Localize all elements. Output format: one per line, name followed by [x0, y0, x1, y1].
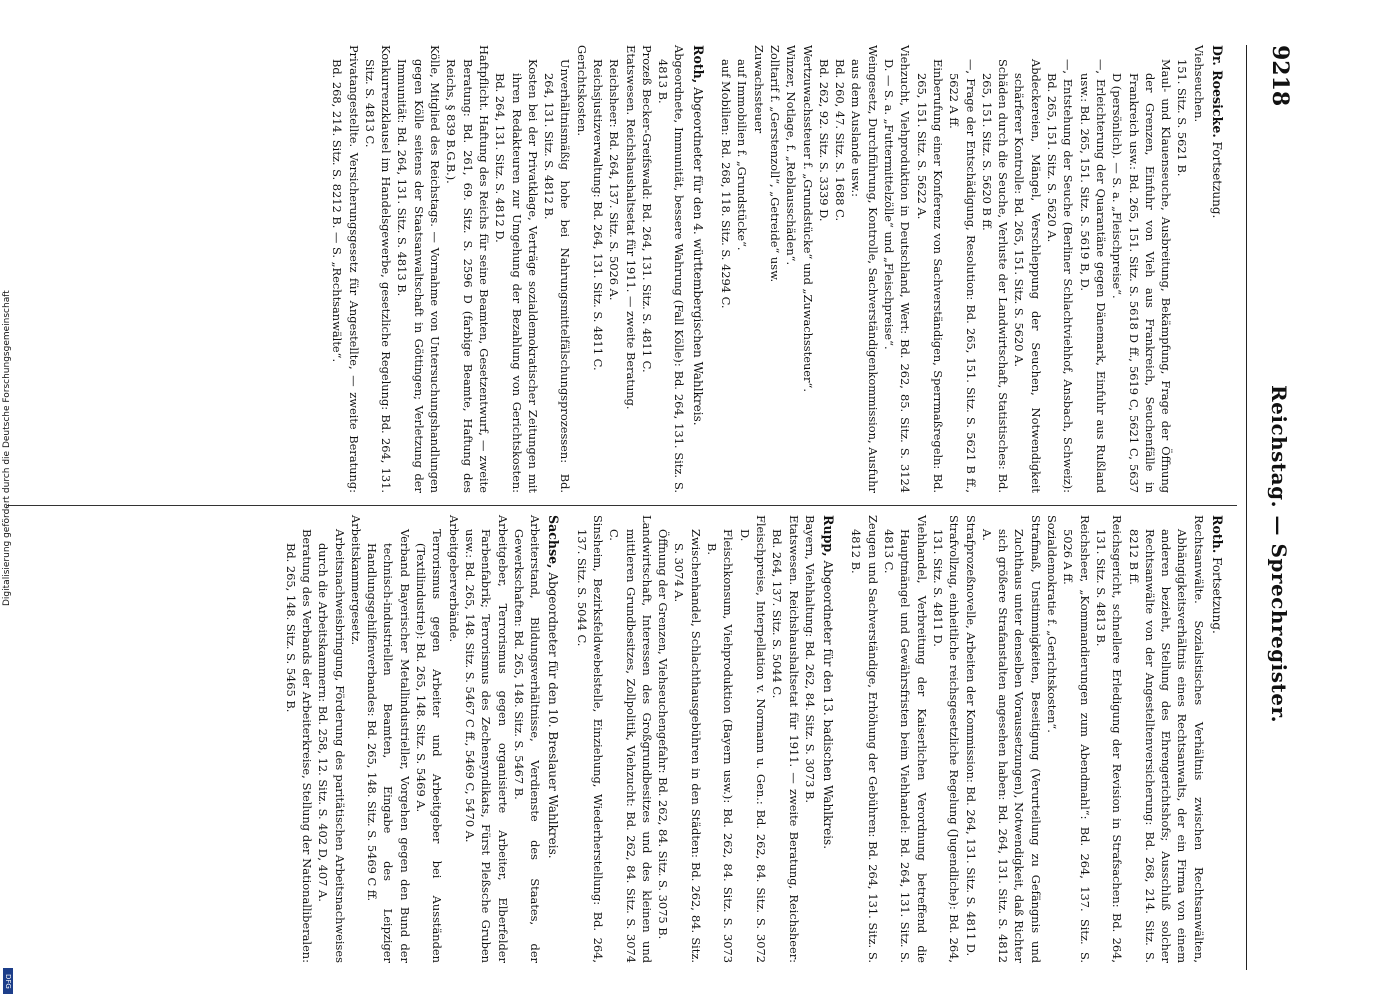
index-entry: Strafprozeßnovelle, Arbeiten der Kommission: Bd. 264, 131. Sitz. S. 4811 D. [963, 515, 978, 957]
index-entry: Arbeiterstand, Bildungsverhältnisse, Verdienste des Staates, der Gewerkschaften: Bd. 265, 148. Sitz. S. 5467 B. [511, 515, 543, 963]
index-entry: Haftpflicht. Haftung des Reichs für seine Beamten, Gesetzentwurf, — zweite Beratung: Bd. 261, 69. Sitz. S. 2596 D (farbige Beamte, Haftung des Reichs, § 839 B.G.B.). [444, 45, 491, 493]
index-subentry: Arbeitsnachweisbringung, Förderung des paritätischen Arbeitsnachweises durch die Arbeitskammern: Bd. 258, 12. Sitz. S. 402 D, 407 A. [316, 529, 347, 963]
index-entry: Arbeitgeberverbände. [446, 515, 461, 643]
index-entry: Sozialdemokratie f. „Gerichtskosten“. [1045, 515, 1060, 733]
speaker-intro: Abgeordneter für den 13. badischen Wahlkreis. [821, 560, 836, 850]
speaker-heading [1209, 515, 1225, 963]
speaker-name: Roth, [690, 45, 706, 84]
index-entry: Etatswesen. Reichshaushaltsetat für 1911. — zweite Beratung. [623, 45, 638, 410]
speaker-heading [820, 515, 836, 963]
index-entry: Konkurrenzklausel im Handelsgewerbe, gesetzliche Regelung: Bd. 264, 131. Sitz. S. 4813 C. [362, 45, 394, 493]
speaker-intro: Abgeordneter für den 4. württembergischen Wahlkreis. [690, 87, 705, 426]
index-entry: Gerichtskosten. [574, 45, 589, 136]
index-subentry: Reichsheer: Bd. 264, 137. Sitz. S. 5026 A. [607, 59, 622, 301]
index-subentry: —, Entstehung der Seuche (Berliner Schlachtviehhof, Ansbach, Schweiz): Bd. 265, 151. Sitz. S. 5620 A. [1045, 59, 1076, 493]
page-number: 9218 [1267, 45, 1293, 107]
index-subentry: Reichsjustizverwaltung: Bd. 264, 131. Sitz. S. 4811 C. [591, 59, 606, 371]
index-entry: Arbeitgeber, Terrorismus gegen organisierte Arbeiter, Elberfelder Farbenfabrik; Terrorismus des Zechensyndikats, Fürst Pleßsche Gruben usw.: Bd. 265, 148. Sitz. S. 5467 C ff., 5469 C, 5470 A. [462, 515, 510, 963]
index-entry: Winzer, Notlage, f. „Reblausschäden“. [784, 45, 799, 266]
index-entry: Kölle, Mitglied des Reichstags. — Vornahme von Untersuchungshandlungen gegen Kölle seitens der Staatsanwaltschaft in Göttingen; Verletzung der Immunität: Bd. 264, 131. Sitz. S. 4813 B. [395, 45, 443, 493]
running-head: Reichstag. — Sprechregister. [1267, 385, 1291, 724]
index-subentry: Bd. 260, 47. Sitz. S. 1688 C. [833, 59, 848, 222]
speaker-name: Roth. [1210, 515, 1225, 554]
index-entry: Strafmaß, Unstimmigkeiten, Beseitigung (Verurteilung zu Gefängnis und Zuchthaus unter denselben Voraussetzungen), Notwendigkeit, daß Richter sich größere Strafanstalten angesehen haben: Bd. 264, 131. Sitz. S. 4812 A. [979, 515, 1043, 963]
index-entry: Zuwachssteuer [751, 45, 766, 134]
index-subentry: —, Frage der Entschädigung, Resolution: Bd. 265, 151. Sitz. S. 5621 B ff., 5622 A ff. [947, 59, 978, 493]
right-column [5, 515, 1237, 963]
index-entry: Sinsheim, Bezirksfeldwebelstelle, Einziehung, Wiederherstellung: Bd. 264, 137. Sitz. S. 5044 C. [574, 515, 606, 963]
index-entry: Weingesetz, Durchführung, Kontrolle, Sachverständigenkommission, Ausfuhr aus dem Auslande usw.: [849, 45, 880, 493]
speaker-heading [690, 45, 706, 493]
index-subentry: auf Immobilien f. „Grundstücke“. [735, 59, 750, 251]
index-subentry: Abdeckereien, Mängel, Verschleppung der Seuchen, Notwendigkeit schärferer Kontrolle: Bd. 265, 151. Sitz. S. 5620 A. [1012, 59, 1043, 493]
index-subentry: Öffnung der Grenzen, Viehseuchengefahr: Bd. 262, 84. Sitz. S. 3075 B. [656, 529, 671, 940]
index-subentry: Unverhältnismäßig hohe bei Nahrungsmittelfälschungsprozessen: Bd. 264, 131. Sitz. S. 4812 B. [542, 59, 573, 493]
index-subentry: Terrorismus gegen Arbeiter und Arbeitgeber bei Ausständen (Textilindustrie): Bd. 265, 148. Sitz. S. 5469 A. [414, 529, 445, 963]
speaker-heading [1209, 45, 1225, 493]
index-subentry: Maul- und Klauenseuche, Ausbreitung, Bekämpfung, Frage der Öffnung der Grenzen, Einfuhr von Vieh aus Frankreich, Seuchenfälle in Frankreich usw.: Bd. 265, 151. Sitz. S. 5618 D ff., 5619 C, 5621 C, 5637 D (persönlich). — S. a. „Fleischpreise“. [1110, 59, 1174, 493]
speaker-heading [545, 515, 561, 963]
page-header [1246, 45, 1295, 970]
index-subentry: Einberufung einer Konferenz von Sachverständigen, Sperrmaßregeln: Bd. 265, 151. Sitz. S. 5622 A. [914, 59, 945, 493]
index-entry: Viehzucht, Viehproduktion in Deutschland, Wert: Bd. 262, 85. Sitz. S. 3124 D. — S. a. „Futtermittelzölle“ und „Fleischpreise“. [882, 45, 913, 493]
index-entry: Privatangestellte. Versicherungsgesetz für Angestellte, — zweite Beratung: Bd. 268, 214. Sitz. S. 8212 B. — S. „Rechtsanwälte“. [330, 45, 361, 493]
index-subentry: Bd. 262, 92. Sitz. S. 3339 D. [816, 59, 831, 222]
index-entry: Viehseuchen. [1191, 45, 1206, 123]
speaker-name: Dr. Roesicke. [1210, 45, 1225, 138]
index-entry: Reichsgericht, schnellere Erledigung der Revision in Strafsachen: Bd. 264, 131. Sitz. S. 4813 B. [1093, 515, 1125, 963]
dfg-logo: DFG [3, 968, 13, 994]
index-subentry: Beratung des Verbands der Arbeiterkreise, Stellung der Nationalliberalen: Bd. 265, 148. Sitz. S. 5465 B. [283, 529, 314, 963]
index-subentry: 151. Sitz. S. 5621 B. [1175, 59, 1190, 177]
column-divider [7, 505, 1237, 506]
index-entry: Etatswesen. Reichshaushaltsetat für 1911. — zweite Beratung, Reichsheer: Bd. 264, 137. Sitz. S. 5044 C. [770, 515, 801, 963]
left-column [5, 45, 1237, 493]
index-subentry: Schäden durch die Seuche, Verluste der Landwirtschaft, Statistisches: Bd. 265, 151. Sitz. S. 5620 B ff. [979, 59, 1011, 493]
index-entry: Arbeitskammergesetz. [348, 515, 363, 646]
speaker-intro: Fortsetzung. [1210, 141, 1224, 219]
index-subentry: —, Erleichterung der Quarantäne gegen Dänemark, Einfuhr aus Rußland usw.: Bd. 265, 151. Sitz. S. 5619 B, D. [1077, 59, 1108, 493]
index-entry: Reichsheer, „Kommandierungen zum Abendmahl“: Bd. 264, 137. Sitz. S. 5026 A ff. [1061, 515, 1092, 963]
speaker-intro: Fortsetzung. [1210, 557, 1224, 634]
index-entry: Prozeß Becker-Greifswald: Bd. 264, 131. Sitz. S. 4811 C. [639, 45, 654, 373]
speaker-name: Sachse, [546, 515, 562, 569]
index-entry: Zeugen und Sachverständige, Erhöhung der Gebühren: Bd. 264, 131. Sitz. S. 4812 B. [849, 515, 880, 963]
index-subentry: Zwischenhandel, Schlachthausgebühren in den Städten: Bd. 262, 84. Sitz. S. 3074 A. [672, 529, 703, 963]
index-subentry: auf Mobilien: Bd. 268, 118. Sitz. S. 4294 C. [719, 59, 734, 309]
index-entry: Landwirtschaft, Interessen des Großgrundbesitzes und des kleinen und mittleren Grundbesitzes, Zollpolitik, Viehzucht: Bd. 262, 84. Sitz. S. 3074 C. [607, 515, 654, 963]
digitization-credit: Digitalisierung gefördert durch die Deutsche Forschungsgemeinschaft [2, 290, 12, 606]
index-subentry: Verband Bayerischer Metallindustrieller, Vorgehen gegen den Bund der technisch-industriellen Beamten, Eingabe des Leipziger Handlungsgehilfenverbandes: Bd. 265, 148. Sitz. S. 5469 C ff. [365, 529, 412, 963]
index-entry: Bayern, Viehhaltung: Bd. 262, 84. Sitz. S. 3073 B. [802, 515, 817, 804]
index-entry: Rechtsanwälte. Sozialistisches Verhältnis zwischen Rechtsanwälten, Abhängigkeitsverhältnis eines Rechtsanwalts, der ein Firma von einem anderen bezieht, Stellung des Ehrengerichtshofs; Ausschluß solcher Rechtsanwälte von der Angestelltenversicherung: Bd. 268, 214. Sitz. S. 8212 B ff. [1126, 515, 1206, 963]
index-entry: Viehhandel, Verbreitung der Kaiserlichen Verordnung betreffend die Hauptmängel und Gewährsfristen beim Viehhandel: Bd. 264, 131. Sitz. S. 4813 C. [882, 515, 929, 963]
index-subentry: Fleischkonsum, Viehproduktion (Bayern usw.): Bd. 262, 84. Sitz. S. 3073 B. [705, 529, 736, 963]
index-entry: Abgeordnete, Immunität, bessere Wahrung (Fall Kölle): Bd. 264, 131. Sitz. S. 4813 B. [656, 45, 687, 493]
speaker-intro: Abgeordneter für den 10. Breslauer Wahlkreis. [546, 572, 561, 859]
speaker-name: Rupp, [821, 515, 837, 557]
index-entry: Strafvollzug, einheitliche reichsgesetzliche Regelung (Jugendliche): Bd. 264, 131. Sitz. S. 4811 D. [930, 515, 962, 963]
index-entry: Zolltarif f. „Gerstenzoll“, „Getreide“ usw. [767, 45, 782, 283]
index-entry: Wertzuwachssteuer f. „Grundstücke“ und „Zuwachssteuer“. [800, 45, 815, 392]
index-subentry: Kosten bei der Privatklage, Verträge sozialdemokratischer Zeitungen mit ihren Redakteuren zur Umgehung der Bezahlung von Gerichtskosten: Bd. 264, 131. Sitz. S. 4812 D. [493, 59, 540, 493]
rotated-document-page [5, 45, 1295, 970]
index-entry: Fleischpreise, Interpellation v. Normann u. Gen.: Bd. 262, 84. Sitz. S. 3072 D. [737, 515, 768, 963]
